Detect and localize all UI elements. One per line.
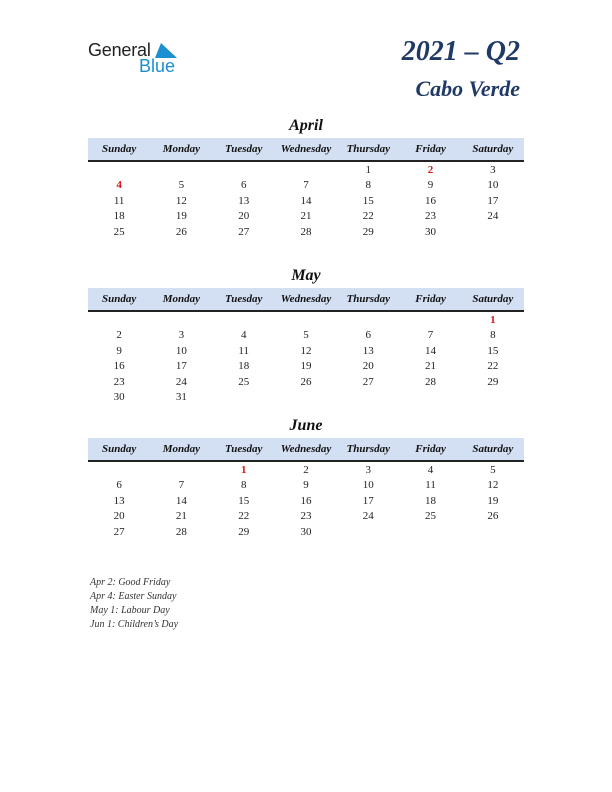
date-cell: 30	[300, 525, 312, 538]
month-june	[88, 416, 524, 540]
date-cell: 16	[113, 360, 125, 373]
weekday-label: Tuesday	[224, 143, 263, 155]
date-cell: 29	[238, 525, 250, 538]
weekday-label: Friday	[415, 443, 446, 455]
weekday-label: Wednesday	[280, 293, 332, 305]
date-cell: 14	[300, 194, 312, 207]
date-cell: 5	[303, 329, 309, 342]
date-cell	[337, 390, 399, 405]
date-cell	[213, 313, 275, 328]
date-cell: 2	[116, 329, 122, 342]
date-cell: 11	[425, 479, 436, 492]
week-row	[88, 375, 524, 390]
date-cell: 17	[175, 360, 187, 373]
date-cell: 15	[362, 194, 374, 207]
date-cell: 5	[178, 179, 185, 192]
weekday-header	[88, 288, 524, 312]
month-april	[88, 116, 524, 240]
date-cell: 16	[425, 194, 437, 207]
holiday-note: Apr 4: Easter Sunday	[90, 591, 177, 602]
date-cell: 23	[300, 510, 312, 523]
date-cell	[399, 525, 461, 540]
date-cell	[275, 163, 337, 178]
week-row	[88, 328, 524, 343]
date-cell: 28	[175, 525, 187, 538]
date-cell: 20	[113, 510, 125, 523]
date-cell: 12	[175, 194, 187, 207]
date-cell: 14	[175, 494, 187, 507]
week-row	[88, 344, 524, 359]
weekday-label: Thursday	[346, 143, 390, 155]
month-title: June	[289, 417, 323, 434]
date-cell	[399, 390, 461, 405]
weekday-label: Friday	[415, 143, 446, 155]
page-title: 2021 – Q2	[401, 36, 520, 67]
date-cell: 28	[425, 375, 437, 388]
country-name: Cabo Verde	[415, 76, 520, 101]
month-grid	[88, 162, 524, 240]
date-cell: 18	[113, 210, 125, 223]
holiday-note: May 1: Labour Day	[90, 605, 170, 616]
date-cell	[462, 525, 524, 540]
weekday-label: Tuesday	[224, 443, 263, 455]
date-cell	[462, 225, 524, 240]
month-title: May	[291, 267, 321, 284]
date-cell: 30	[425, 225, 437, 238]
weekday-label: Wednesday	[280, 443, 332, 455]
date-cell: 9	[303, 479, 309, 492]
date-cell	[337, 525, 399, 540]
date-cell: 26	[175, 225, 187, 238]
logo-text-general: General	[88, 40, 151, 60]
date-cell: 3	[490, 164, 496, 176]
date-cell: 26	[487, 510, 499, 523]
date-cell: 21	[300, 210, 312, 223]
month-grid	[88, 462, 524, 540]
weekday-label: Saturday	[472, 293, 514, 305]
week-row	[88, 478, 524, 493]
date-cell: 21	[425, 360, 437, 373]
date-cell: 27	[362, 375, 374, 388]
date-cell	[462, 390, 524, 405]
date-cell: 24	[175, 375, 187, 388]
date-cell: 29	[487, 375, 499, 388]
weekday-label: Monday	[162, 443, 201, 455]
date-cell: 31	[175, 390, 187, 403]
week-row	[88, 225, 524, 240]
date-cell: 11	[113, 194, 125, 207]
date-cell	[150, 463, 212, 478]
month-may	[88, 266, 524, 405]
brand-logo	[88, 40, 188, 76]
date-cell	[150, 313, 212, 328]
weekday-label: Monday	[162, 143, 201, 155]
date-cell	[88, 313, 150, 328]
date-cell: 7	[427, 329, 434, 342]
holiday-date-cell: 4	[116, 179, 122, 192]
date-cell: 19	[300, 360, 312, 373]
weekday-label: Friday	[415, 293, 446, 305]
week-row	[88, 494, 524, 509]
holiday-date-cell: 2	[427, 164, 434, 176]
date-cell: 15	[487, 344, 499, 357]
holiday-note: Apr 2: Good Friday	[90, 577, 171, 588]
date-cell: 24	[362, 510, 374, 523]
date-cell: 20	[362, 360, 374, 373]
date-cell: 13	[362, 344, 374, 357]
weekday-label: Sunday	[102, 443, 137, 455]
date-cell: 27	[113, 525, 125, 538]
date-cell: 1	[365, 164, 372, 176]
date-cell: 22	[487, 360, 499, 373]
week-row	[88, 509, 524, 524]
month-title: April	[289, 117, 323, 134]
date-cell: 16	[300, 494, 312, 507]
date-cell: 13	[238, 194, 250, 207]
holiday-note: Jun 1: Children’s Day	[90, 619, 179, 630]
date-cell: 6	[365, 329, 372, 342]
date-cell	[88, 463, 150, 478]
month-grid	[88, 312, 524, 405]
date-cell: 3	[365, 464, 372, 476]
weekday-label: Wednesday	[280, 143, 332, 155]
date-cell: 17	[362, 494, 374, 507]
weekday-label: Saturday	[472, 443, 514, 455]
date-cell: 22	[238, 510, 250, 523]
date-cell: 12	[487, 479, 499, 492]
date-cell: 2	[303, 464, 309, 476]
date-cell	[150, 163, 212, 178]
date-cell: 10	[362, 479, 374, 492]
weekday-label: Thursday	[346, 293, 390, 305]
weekday-header	[88, 138, 524, 162]
week-row	[88, 209, 524, 224]
date-cell: 28	[300, 225, 312, 238]
date-cell	[275, 390, 337, 405]
week-row	[88, 194, 524, 209]
weekday-header	[88, 438, 524, 462]
date-cell	[399, 313, 461, 328]
logo-text-blue: Blue	[139, 56, 176, 76]
date-cell	[337, 313, 399, 328]
weekday-label: Sunday	[102, 143, 137, 155]
week-row	[88, 390, 524, 405]
date-cell: 26	[300, 375, 312, 388]
date-cell: 29	[362, 225, 374, 238]
date-cell: 25	[425, 510, 437, 523]
week-row	[88, 525, 524, 540]
date-cell: 13	[113, 494, 125, 507]
date-cell: 30	[113, 390, 125, 403]
week-row	[88, 178, 524, 193]
date-cell: 25	[238, 375, 250, 388]
date-cell: 18	[238, 360, 250, 373]
date-cell	[213, 390, 275, 405]
date-cell: 8	[240, 479, 247, 492]
date-cell: 4	[240, 329, 247, 342]
date-cell: 8	[490, 329, 496, 342]
holiday-date-cell: 1	[490, 314, 496, 326]
weekday-label: Monday	[162, 293, 201, 305]
date-cell: 19	[175, 210, 187, 223]
week-row	[88, 359, 524, 374]
date-cell: 3	[178, 329, 185, 342]
date-cell: 17	[487, 194, 499, 207]
holiday-date-cell: 1	[240, 464, 247, 476]
holiday-notes	[90, 576, 178, 632]
date-cell: 21	[175, 510, 187, 523]
date-cell: 7	[178, 479, 185, 492]
date-cell: 18	[425, 494, 437, 507]
date-cell: 12	[300, 344, 312, 357]
date-cell: 25	[113, 225, 125, 238]
date-cell: 9	[427, 179, 434, 192]
date-cell	[88, 163, 150, 178]
date-cell: 7	[303, 179, 309, 192]
date-cell: 10	[487, 179, 499, 192]
date-cell: 5	[490, 464, 496, 476]
date-cell: 23	[113, 375, 125, 388]
date-cell: 10	[175, 344, 187, 357]
date-cell: 9	[116, 344, 122, 357]
date-cell: 11	[238, 344, 249, 357]
date-cell: 6	[116, 479, 122, 492]
date-cell: 24	[487, 210, 499, 223]
date-cell: 6	[240, 179, 247, 192]
date-cell: 22	[362, 210, 374, 223]
weekday-label: Thursday	[346, 443, 390, 455]
date-cell: 14	[425, 344, 437, 357]
date-cell: 20	[238, 210, 250, 223]
week-row	[88, 163, 524, 178]
date-cell: 4	[427, 464, 434, 476]
date-cell: 8	[365, 179, 372, 192]
date-cell	[213, 163, 275, 178]
weekday-label: Tuesday	[224, 293, 263, 305]
date-cell	[275, 313, 337, 328]
date-cell: 15	[238, 494, 250, 507]
date-cell: 23	[425, 210, 437, 223]
weekday-label: Sunday	[102, 293, 137, 305]
weekday-label: Saturday	[472, 143, 514, 155]
date-cell: 27	[238, 225, 250, 238]
date-cell: 19	[487, 494, 499, 507]
week-row	[88, 463, 524, 478]
week-row	[88, 313, 524, 328]
